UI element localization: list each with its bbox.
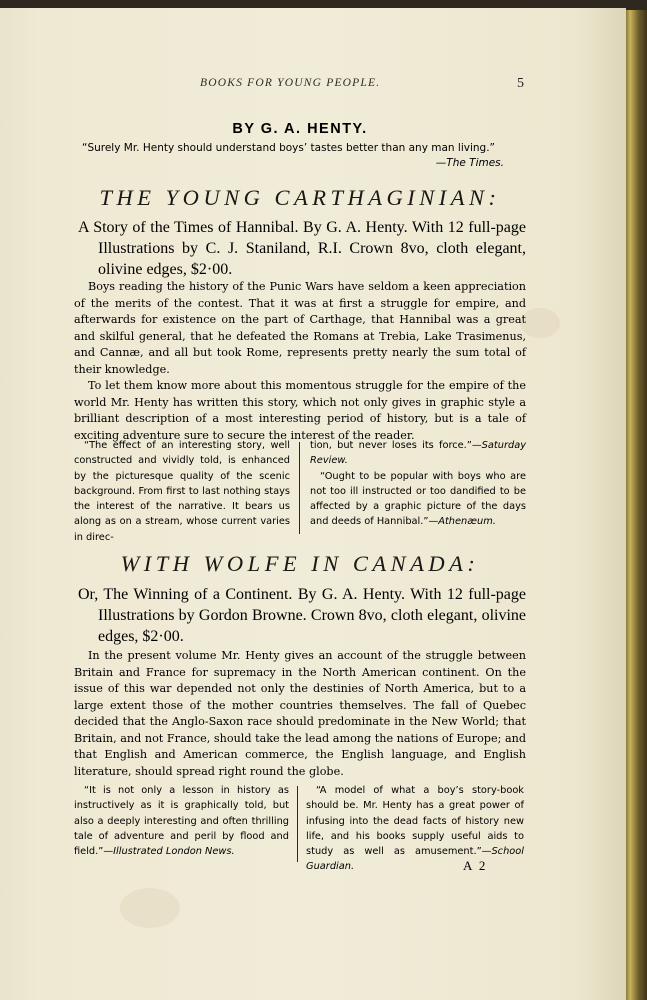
description-paragraph: In the present volume Mr. Henty gives an account of the struggle between Britain and France for supremacy in the North American continent. On the issue of this war depended not only the destinies of North America, but to a large extent those of the mother countries themselves. The fall of Quebec decided that the Anglo-Saxon race should predominate in the New World; that Britain, and not France, should take the lead among the nations of Europe; and that English and American commerce, the English language, and English literature, should spread right round the globe. [74, 649, 526, 778]
signature-mark: A 2 [463, 858, 488, 873]
book-title-with-wolfe-in-canada: WITH WOLFE IN CANADA: [120, 551, 480, 576]
review-text [310, 438, 526, 469]
review-text [306, 783, 524, 875]
review-source: School Guardian. [306, 846, 524, 873]
book-title-young-carthaginian: THE YOUNG CARTHAGINIAN: [99, 185, 501, 210]
description-paragraph: Boys reading the history of the Punic Wars have seldom a keen appreciation of the merits of the contest. That it was at first a struggle for empire, and afterwards for existence on the part of Carthage, that Hannibal was a great and skilful general, that he defeated the Romans at Trebia, Lake Trasimenus, and Cannæ, and all but took Rome, represents pretty nearly the sum total of their knowledge. [74, 280, 526, 376]
review-source: Illustrated London News. [113, 846, 235, 858]
review-text-body: “Ought to be popular with boys who are not too ill instructed or too dandified to be affected by a graphic picture of the days and deeds of Hannibal.”— [310, 470, 526, 528]
review-source: Athenæum. [438, 516, 496, 528]
column-divider [297, 786, 298, 862]
review-text-body: “A model of what a boy’s story-book should be. Mr. Henty has a great power of infusing into the dead facts of history new life, and his books supply useful aids to study as well as amusement.”— [306, 785, 524, 858]
review-column-left [74, 438, 290, 545]
review-text [310, 469, 526, 530]
review-text-body: tion, but never loses its force.”— [310, 440, 482, 451]
book-lead-young-carthaginian [78, 217, 526, 280]
page-number: 5 [517, 76, 524, 91]
review-column-right [306, 783, 524, 875]
column-divider [299, 442, 300, 534]
review-column-left [74, 783, 289, 859]
book-lead-text: Or, The Winning of a Continent. By G. A. Henty. With 12 full-page Illustrations by Gordon Browne. Crown 8vo, cloth elegant, olivine edges, $2·00. [78, 586, 526, 645]
review-column-right [310, 438, 526, 530]
times-quote-text: “Surely Mr. Henty should understand boys’ tastes better than any man living.” [82, 142, 495, 154]
paper-stain [520, 308, 560, 338]
times-quote-source: —The Times. [435, 157, 504, 169]
review-source: Saturday Review. [310, 440, 526, 467]
review-text: “The effect of an interesting story, well constructed and vividly told, is enhanced by the picturesque quality of the scenic background. From first to last nothing stays the interest of the narrative. It bears us along as on a stream, whose current varies in direc- [74, 440, 290, 543]
author-heading: BY G. A. HENTY. [232, 121, 368, 137]
paper-stain [120, 888, 180, 928]
book-lead-text: A Story of the Times of Hannibal. By G. A. Henty. With 12 full-page Illustrations by C. J. Staniland, R.I. Crown 8vo, cloth elegant, olivine edges, $2·00. [78, 219, 526, 278]
book-description-young-carthaginian [74, 279, 526, 444]
running-head: BOOKS FOR YOUNG PEOPLE. [200, 77, 381, 89]
book-lead-with-wolfe-in-canada [78, 584, 526, 647]
times-quote [82, 141, 528, 171]
review-text-body: “It is not only a lesson in history as instructively as it is graphically told, but also a deeply interesting and often thrilling tale of adventure and peril by flood and field.”— [74, 785, 289, 858]
book-spine-edge [626, 10, 647, 1000]
description-paragraph: To let them know more about this momentous struggle for the empire of the world Mr. Henty has written this story, which not only gives in graphic style a brilliant description of a most interesting period of history, but is a tale of exciting adventure sure to secure the interest of the reader. [74, 379, 526, 442]
review-text [74, 783, 289, 859]
book-description-with-wolfe-in-canada [74, 648, 526, 780]
